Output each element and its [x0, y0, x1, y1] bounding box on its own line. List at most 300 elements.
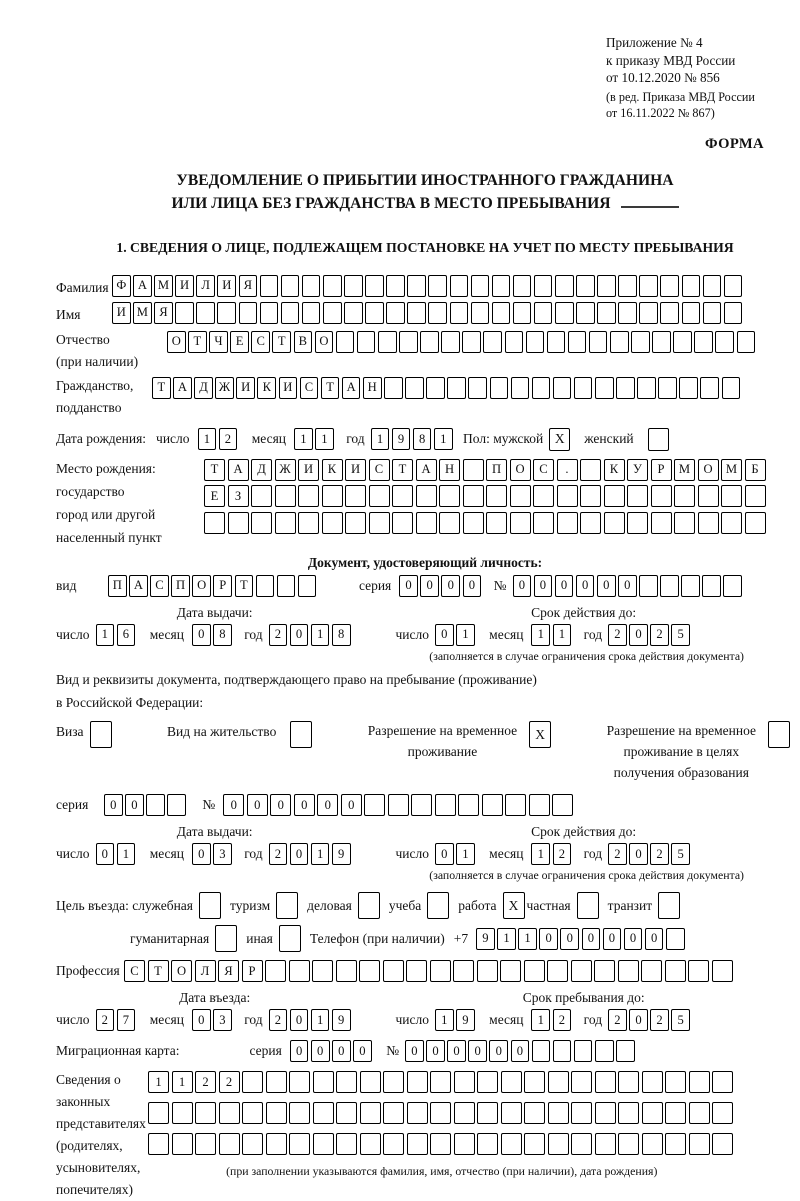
char-cell[interactable]: [618, 1133, 639, 1155]
char-cell[interactable]: [447, 377, 466, 399]
char-cell[interactable]: 0: [341, 794, 362, 816]
char-cell[interactable]: [364, 794, 385, 816]
char-cell[interactable]: [416, 485, 437, 507]
char-cell[interactable]: [548, 1071, 569, 1093]
char-cell[interactable]: [490, 377, 509, 399]
char-cell[interactable]: [571, 1102, 592, 1124]
char-cell[interactable]: 2: [96, 1009, 115, 1031]
char-cell[interactable]: [501, 1102, 522, 1124]
char-cell[interactable]: П: [486, 459, 507, 481]
char-cell[interactable]: 2: [269, 843, 288, 865]
char-cell[interactable]: [513, 275, 532, 297]
char-cell[interactable]: [689, 1071, 710, 1093]
char-cell[interactable]: [700, 377, 719, 399]
char-cell[interactable]: [458, 794, 479, 816]
char-cell[interactable]: М: [721, 459, 742, 481]
visa-checkbox[interactable]: [90, 721, 112, 748]
char-cell[interactable]: И: [236, 377, 255, 399]
char-cell[interactable]: [571, 960, 592, 982]
char-cell[interactable]: [313, 1133, 334, 1155]
char-cell[interactable]: [336, 331, 355, 353]
char-cell[interactable]: [698, 485, 719, 507]
char-cell[interactable]: 0: [629, 843, 648, 865]
char-cell[interactable]: [665, 1102, 686, 1124]
char-cell[interactable]: [610, 331, 629, 353]
char-cell[interactable]: [652, 331, 671, 353]
char-cell[interactable]: [175, 302, 194, 324]
char-cell[interactable]: [219, 1133, 240, 1155]
char-cell[interactable]: [682, 275, 701, 297]
char-cell[interactable]: [594, 960, 615, 982]
char-cell[interactable]: [715, 331, 734, 353]
char-cell[interactable]: [416, 512, 437, 534]
char-cell[interactable]: 0: [420, 575, 439, 597]
char-cell[interactable]: [148, 1102, 169, 1124]
char-cell[interactable]: [312, 960, 333, 982]
char-cell[interactable]: [574, 377, 593, 399]
char-cell[interactable]: [392, 512, 413, 534]
char-cell[interactable]: [242, 1102, 263, 1124]
char-cell[interactable]: [557, 485, 578, 507]
char-cell[interactable]: [462, 331, 481, 353]
char-cell[interactable]: [639, 275, 658, 297]
char-cell[interactable]: О: [315, 331, 334, 353]
char-cell[interactable]: [702, 575, 721, 597]
char-cell[interactable]: [313, 1102, 334, 1124]
char-cell[interactable]: [679, 377, 698, 399]
char-cell[interactable]: [589, 331, 608, 353]
char-cell[interactable]: 0: [441, 575, 460, 597]
char-cell[interactable]: [618, 1071, 639, 1093]
char-cell[interactable]: [453, 960, 474, 982]
char-cell[interactable]: [571, 1071, 592, 1093]
char-cell[interactable]: [505, 794, 526, 816]
char-cell[interactable]: 0: [560, 928, 579, 950]
char-cell[interactable]: 0: [489, 1040, 508, 1062]
char-cell[interactable]: [428, 275, 447, 297]
char-cell[interactable]: О: [192, 575, 211, 597]
char-cell[interactable]: [172, 1133, 193, 1155]
char-cell[interactable]: [435, 794, 456, 816]
residence-permit-checkbox[interactable]: [290, 721, 312, 748]
char-cell[interactable]: А: [228, 459, 249, 481]
char-cell[interactable]: [289, 1102, 310, 1124]
birth-place-cells-2[interactable]: [204, 485, 768, 507]
char-cell[interactable]: [483, 331, 502, 353]
birth-month-cells[interactable]: [294, 428, 336, 450]
char-cell[interactable]: [694, 331, 713, 353]
char-cell[interactable]: [745, 512, 766, 534]
char-cell[interactable]: [471, 275, 490, 297]
char-cell[interactable]: [357, 331, 376, 353]
entry-year-cells[interactable]: [269, 1009, 353, 1031]
char-cell[interactable]: 0: [294, 794, 315, 816]
char-cell[interactable]: [281, 302, 300, 324]
char-cell[interactable]: 0: [125, 794, 144, 816]
char-cell[interactable]: У: [627, 459, 648, 481]
char-cell[interactable]: [639, 575, 658, 597]
char-cell[interactable]: Л: [195, 960, 216, 982]
char-cell[interactable]: Е: [230, 331, 249, 353]
char-cell[interactable]: Т: [235, 575, 254, 597]
char-cell[interactable]: И: [112, 302, 131, 324]
char-cell[interactable]: [336, 1133, 357, 1155]
char-cell[interactable]: [386, 275, 405, 297]
sex-female-checkbox[interactable]: [648, 428, 669, 451]
char-cell[interactable]: 5: [671, 1009, 690, 1031]
char-cell[interactable]: [500, 960, 521, 982]
char-cell[interactable]: [477, 1133, 498, 1155]
char-cell[interactable]: [430, 1133, 451, 1155]
guardians-cells-3[interactable]: [148, 1133, 736, 1155]
char-cell[interactable]: [642, 1071, 663, 1093]
char-cell[interactable]: [618, 960, 639, 982]
char-cell[interactable]: [492, 302, 511, 324]
char-cell[interactable]: [167, 794, 186, 816]
res-issue-day-cells[interactable]: [96, 843, 138, 865]
char-cell[interactable]: 1: [198, 428, 217, 450]
char-cell[interactable]: 0: [192, 1009, 211, 1031]
char-cell[interactable]: А: [173, 377, 192, 399]
char-cell[interactable]: 9: [332, 843, 351, 865]
char-cell[interactable]: [411, 794, 432, 816]
char-cell[interactable]: [660, 275, 679, 297]
id-valid-month-cells[interactable]: [531, 624, 573, 646]
char-cell[interactable]: А: [342, 377, 361, 399]
char-cell[interactable]: [260, 302, 279, 324]
char-cell[interactable]: 8: [332, 624, 351, 646]
char-cell[interactable]: О: [698, 459, 719, 481]
char-cell[interactable]: [547, 331, 566, 353]
res-valid-day-cells[interactable]: [435, 843, 477, 865]
char-cell[interactable]: [665, 1071, 686, 1093]
char-cell[interactable]: [468, 377, 487, 399]
char-cell[interactable]: [359, 960, 380, 982]
char-cell[interactable]: Т: [272, 331, 291, 353]
char-cell[interactable]: [580, 485, 601, 507]
char-cell[interactable]: [275, 485, 296, 507]
char-cell[interactable]: [482, 794, 503, 816]
char-cell[interactable]: [639, 302, 658, 324]
char-cell[interactable]: И: [175, 275, 194, 297]
char-cell[interactable]: Р: [242, 960, 263, 982]
char-cell[interactable]: 0: [104, 794, 123, 816]
char-cell[interactable]: 0: [534, 575, 553, 597]
char-cell[interactable]: 1: [311, 843, 330, 865]
char-cell[interactable]: 2: [650, 843, 669, 865]
char-cell[interactable]: [526, 331, 545, 353]
birth-place-cells-3[interactable]: [204, 512, 768, 534]
char-cell[interactable]: [618, 275, 637, 297]
char-cell[interactable]: [557, 512, 578, 534]
char-cell[interactable]: 2: [650, 1009, 669, 1031]
surname-cells[interactable]: [112, 275, 745, 297]
stay-month-cells[interactable]: [531, 1009, 573, 1031]
char-cell[interactable]: И: [345, 459, 366, 481]
char-cell[interactable]: [580, 459, 601, 481]
char-cell[interactable]: [345, 512, 366, 534]
char-cell[interactable]: 0: [624, 928, 643, 950]
birth-year-cells[interactable]: [371, 428, 455, 450]
char-cell[interactable]: О: [510, 459, 531, 481]
char-cell[interactable]: [463, 485, 484, 507]
res-valid-month-cells[interactable]: [531, 843, 573, 865]
char-cell[interactable]: [555, 302, 574, 324]
char-cell[interactable]: [595, 1040, 614, 1062]
entry-day-cells[interactable]: [96, 1009, 138, 1031]
char-cell[interactable]: [618, 302, 637, 324]
char-cell[interactable]: [430, 960, 451, 982]
char-cell[interactable]: С: [533, 459, 554, 481]
char-cell[interactable]: 1: [553, 624, 572, 646]
purpose-study-checkbox[interactable]: [427, 892, 449, 919]
char-cell[interactable]: [501, 1071, 522, 1093]
char-cell[interactable]: 2: [219, 428, 238, 450]
char-cell[interactable]: [256, 575, 275, 597]
char-cell[interactable]: 2: [269, 1009, 288, 1031]
char-cell[interactable]: [524, 1102, 545, 1124]
id-issue-day-cells[interactable]: [96, 624, 138, 646]
char-cell[interactable]: [698, 512, 719, 534]
char-cell[interactable]: 0: [447, 1040, 466, 1062]
char-cell[interactable]: [407, 1133, 428, 1155]
id-number-cells[interactable]: [513, 575, 745, 597]
char-cell[interactable]: 1: [531, 624, 550, 646]
char-cell[interactable]: 0: [317, 794, 338, 816]
char-cell[interactable]: [360, 1071, 381, 1093]
char-cell[interactable]: 0: [576, 575, 595, 597]
char-cell[interactable]: 1: [315, 428, 334, 450]
res-issue-year-cells[interactable]: [269, 843, 353, 865]
char-cell[interactable]: 2: [219, 1071, 240, 1093]
given-name-cells[interactable]: [112, 302, 745, 324]
char-cell[interactable]: [266, 1071, 287, 1093]
char-cell[interactable]: [510, 512, 531, 534]
char-cell[interactable]: К: [257, 377, 276, 399]
char-cell[interactable]: [242, 1133, 263, 1155]
char-cell[interactable]: [251, 512, 272, 534]
char-cell[interactable]: [666, 928, 685, 950]
char-cell[interactable]: [336, 1102, 357, 1124]
char-cell[interactable]: З: [228, 485, 249, 507]
char-cell[interactable]: [532, 1040, 551, 1062]
char-cell[interactable]: [553, 1040, 572, 1062]
char-cell[interactable]: 0: [290, 624, 309, 646]
char-cell[interactable]: [574, 1040, 593, 1062]
char-cell[interactable]: [712, 1133, 733, 1155]
char-cell[interactable]: [532, 377, 551, 399]
char-cell[interactable]: [265, 960, 286, 982]
res-series-cells[interactable]: [104, 794, 188, 816]
char-cell[interactable]: [689, 1102, 710, 1124]
char-cell[interactable]: [547, 960, 568, 982]
char-cell[interactable]: 8: [213, 624, 232, 646]
guardians-cells-2[interactable]: [148, 1102, 736, 1124]
char-cell[interactable]: [430, 1071, 451, 1093]
char-cell[interactable]: 1: [117, 843, 136, 865]
char-cell[interactable]: 0: [311, 1040, 330, 1062]
purpose-official-checkbox[interactable]: [199, 892, 221, 919]
char-cell[interactable]: А: [133, 275, 152, 297]
char-cell[interactable]: 0: [555, 575, 574, 597]
char-cell[interactable]: [576, 302, 595, 324]
char-cell[interactable]: 3: [213, 843, 232, 865]
char-cell[interactable]: 0: [629, 1009, 648, 1031]
char-cell[interactable]: [454, 1133, 475, 1155]
id-valid-day-cells[interactable]: [435, 624, 477, 646]
char-cell[interactable]: [552, 794, 573, 816]
char-cell[interactable]: Н: [363, 377, 382, 399]
char-cell[interactable]: 0: [463, 575, 482, 597]
char-cell[interactable]: [703, 302, 722, 324]
char-cell[interactable]: [426, 377, 445, 399]
char-cell[interactable]: 1: [311, 1009, 330, 1031]
char-cell[interactable]: [454, 1071, 475, 1093]
char-cell[interactable]: [724, 302, 743, 324]
char-cell[interactable]: [486, 512, 507, 534]
char-cell[interactable]: [260, 275, 279, 297]
char-cell[interactable]: [195, 1133, 216, 1155]
char-cell[interactable]: [477, 1102, 498, 1124]
char-cell[interactable]: [266, 1102, 287, 1124]
char-cell[interactable]: [568, 331, 587, 353]
char-cell[interactable]: 0: [223, 794, 244, 816]
char-cell[interactable]: [251, 485, 272, 507]
char-cell[interactable]: 0: [618, 575, 637, 597]
char-cell[interactable]: Д: [194, 377, 213, 399]
char-cell[interactable]: [533, 485, 554, 507]
char-cell[interactable]: 0: [426, 1040, 445, 1062]
char-cell[interactable]: [571, 1133, 592, 1155]
char-cell[interactable]: Л: [196, 275, 215, 297]
char-cell[interactable]: 0: [332, 1040, 351, 1062]
char-cell[interactable]: 0: [192, 843, 211, 865]
char-cell[interactable]: [275, 512, 296, 534]
char-cell[interactable]: 2: [269, 624, 288, 646]
char-cell[interactable]: [277, 575, 296, 597]
char-cell[interactable]: 0: [290, 1009, 309, 1031]
char-cell[interactable]: [471, 302, 490, 324]
char-cell[interactable]: 9: [456, 1009, 475, 1031]
char-cell[interactable]: И: [279, 377, 298, 399]
char-cell[interactable]: [723, 575, 742, 597]
id-valid-year-cells[interactable]: [608, 624, 692, 646]
char-cell[interactable]: [555, 275, 574, 297]
purpose-humanitarian-checkbox[interactable]: [215, 925, 237, 952]
char-cell[interactable]: [745, 485, 766, 507]
char-cell[interactable]: Я: [239, 275, 258, 297]
char-cell[interactable]: [505, 331, 524, 353]
char-cell[interactable]: [463, 459, 484, 481]
entry-month-cells[interactable]: [192, 1009, 234, 1031]
char-cell[interactable]: [441, 331, 460, 353]
char-cell[interactable]: [651, 512, 672, 534]
char-cell[interactable]: 0: [353, 1040, 372, 1062]
char-cell[interactable]: [463, 512, 484, 534]
char-cell[interactable]: [616, 377, 635, 399]
char-cell[interactable]: П: [108, 575, 127, 597]
citizenship-cells[interactable]: [152, 377, 743, 399]
purpose-private-checkbox[interactable]: [577, 892, 599, 919]
char-cell[interactable]: [595, 377, 614, 399]
char-cell[interactable]: [682, 302, 701, 324]
char-cell[interactable]: 8: [413, 428, 432, 450]
char-cell[interactable]: [724, 275, 743, 297]
char-cell[interactable]: [399, 331, 418, 353]
char-cell[interactable]: 2: [553, 843, 572, 865]
purpose-business-checkbox[interactable]: [358, 892, 380, 919]
char-cell[interactable]: А: [416, 459, 437, 481]
char-cell[interactable]: Ж: [275, 459, 296, 481]
char-cell[interactable]: Ж: [215, 377, 234, 399]
char-cell[interactable]: [407, 275, 426, 297]
char-cell[interactable]: [688, 960, 709, 982]
char-cell[interactable]: М: [674, 459, 695, 481]
char-cell[interactable]: [289, 1133, 310, 1155]
char-cell[interactable]: [302, 275, 321, 297]
char-cell[interactable]: [298, 575, 317, 597]
char-cell[interactable]: [533, 512, 554, 534]
char-cell[interactable]: [196, 302, 215, 324]
char-cell[interactable]: 0: [247, 794, 268, 816]
char-cell[interactable]: [604, 485, 625, 507]
char-cell[interactable]: [712, 1102, 733, 1124]
char-cell[interactable]: 1: [148, 1071, 169, 1093]
char-cell[interactable]: [420, 331, 439, 353]
char-cell[interactable]: [641, 960, 662, 982]
char-cell[interactable]: [627, 485, 648, 507]
char-cell[interactable]: 2: [650, 624, 669, 646]
char-cell[interactable]: 0: [399, 575, 418, 597]
char-cell[interactable]: Я: [154, 302, 173, 324]
char-cell[interactable]: 2: [608, 843, 627, 865]
char-cell[interactable]: [298, 485, 319, 507]
char-cell[interactable]: 9: [332, 1009, 351, 1031]
char-cell[interactable]: [360, 1133, 381, 1155]
char-cell[interactable]: [477, 960, 498, 982]
char-cell[interactable]: [712, 960, 733, 982]
char-cell[interactable]: П: [171, 575, 190, 597]
char-cell[interactable]: [660, 302, 679, 324]
char-cell[interactable]: [534, 302, 553, 324]
char-cell[interactable]: [721, 485, 742, 507]
profession-cells[interactable]: [124, 960, 735, 982]
char-cell[interactable]: [204, 512, 225, 534]
char-cell[interactable]: [681, 575, 700, 597]
char-cell[interactable]: Ф: [112, 275, 131, 297]
char-cell[interactable]: [450, 275, 469, 297]
char-cell[interactable]: [322, 485, 343, 507]
char-cell[interactable]: [345, 485, 366, 507]
char-cell[interactable]: 1: [294, 428, 313, 450]
char-cell[interactable]: [195, 1102, 216, 1124]
stay-year-cells[interactable]: [608, 1009, 692, 1031]
char-cell[interactable]: [392, 485, 413, 507]
char-cell[interactable]: [369, 485, 390, 507]
char-cell[interactable]: [384, 377, 403, 399]
char-cell[interactable]: [336, 960, 357, 982]
char-cell[interactable]: [689, 1133, 710, 1155]
char-cell[interactable]: [430, 1102, 451, 1124]
char-cell[interactable]: [486, 485, 507, 507]
char-cell[interactable]: [534, 275, 553, 297]
char-cell[interactable]: 0: [582, 928, 601, 950]
char-cell[interactable]: [674, 485, 695, 507]
char-cell[interactable]: [580, 512, 601, 534]
char-cell[interactable]: [217, 302, 236, 324]
purpose-transit-checkbox[interactable]: [658, 892, 680, 919]
char-cell[interactable]: [428, 302, 447, 324]
